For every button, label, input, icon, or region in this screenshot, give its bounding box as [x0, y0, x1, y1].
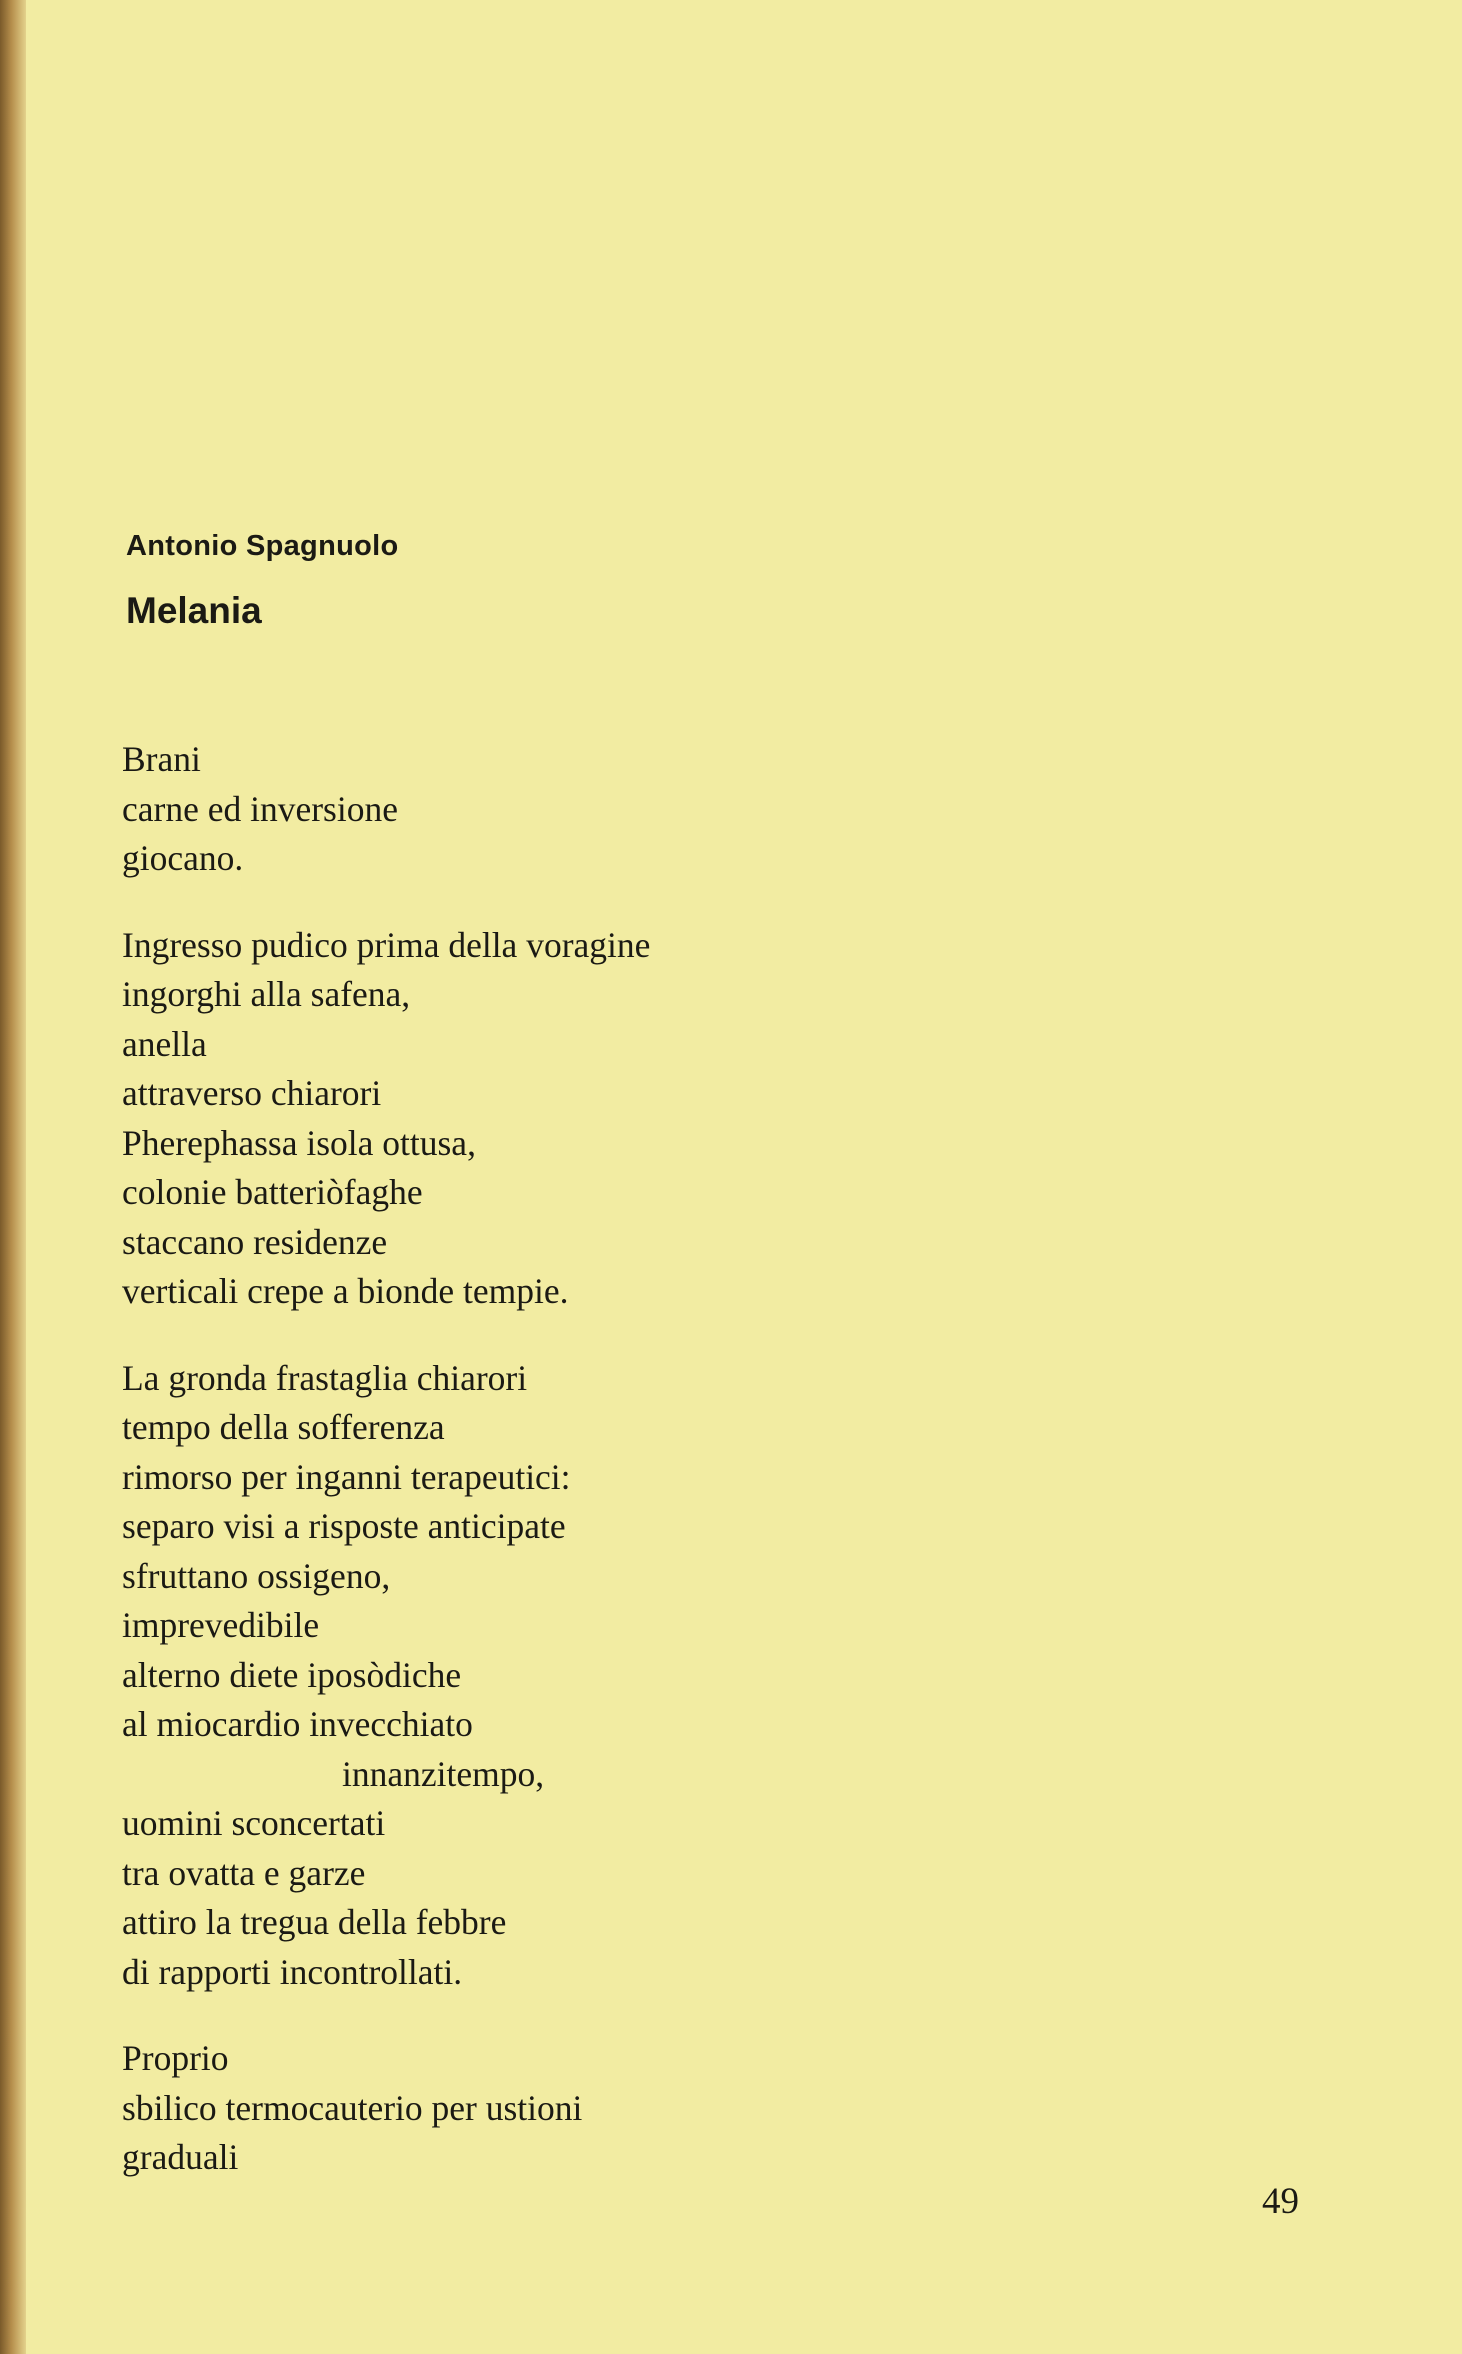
poem-line: anella	[122, 1023, 207, 1064]
poem-line: sfruttano ossigeno,	[122, 1555, 391, 1596]
poem-line: giocano.	[122, 838, 244, 878]
poem-line: rimorso per inganni terapeutici:	[122, 1456, 571, 1497]
poem-line: sbilico termocauterio per ustioni	[122, 2087, 583, 2128]
poem-line: staccano residenze	[122, 1221, 388, 1262]
poem-line: uomini sconcertati	[122, 1803, 386, 1843]
author-name: Antonio Spagnuolo	[126, 530, 399, 562]
poem-line: verticali crepe a bionde tempie.	[122, 1271, 569, 1311]
stanza	[122, 2034, 1122, 2183]
poem-line: tra ovatta e garze	[122, 1852, 366, 1893]
poem-line: ingorghi alla safena,	[122, 974, 411, 1014]
poem-title: Melania	[126, 590, 262, 631]
poem-line: carne ed inversione	[122, 788, 398, 829]
poem-line: attiro la tregua della febbre	[122, 1902, 507, 1942]
poem-line: al miocardio invecchiato	[122, 1704, 473, 1744]
poem-line: Proprio	[122, 2038, 229, 2078]
poem-line: tempo della sofferenza	[122, 1407, 445, 1447]
poem-line: Ingresso pudico prima della voragine	[122, 924, 651, 965]
stanza	[122, 735, 1122, 884]
poem-line: graduali	[122, 2137, 239, 2177]
poem-line: alterno diete iposòdiche	[122, 1654, 462, 1695]
poem-line: attraverso chiarori	[122, 1073, 382, 1113]
poem-line: La gronda frastaglia chiarori	[122, 1357, 528, 1398]
page-binding-edge	[0, 0, 26, 2354]
poem-line-indented: innanzitempo,	[342, 1753, 545, 1794]
poem-line: Brani	[122, 739, 201, 779]
stanza	[122, 921, 1122, 1317]
stanza	[122, 1354, 1122, 1998]
page-number: 49	[1262, 2181, 1299, 2222]
poem-body	[122, 735, 1122, 2220]
poem-line: di rapporti incontrollati.	[122, 1951, 463, 1992]
poem-line: Pherephassa isola ottusa,	[122, 1122, 476, 1163]
poem-line: imprevedibile	[122, 1605, 320, 1645]
poem-line: separo visi a risposte anticipate	[122, 1506, 566, 1546]
poem-line: colonie batteriòfaghe	[122, 1172, 423, 1212]
